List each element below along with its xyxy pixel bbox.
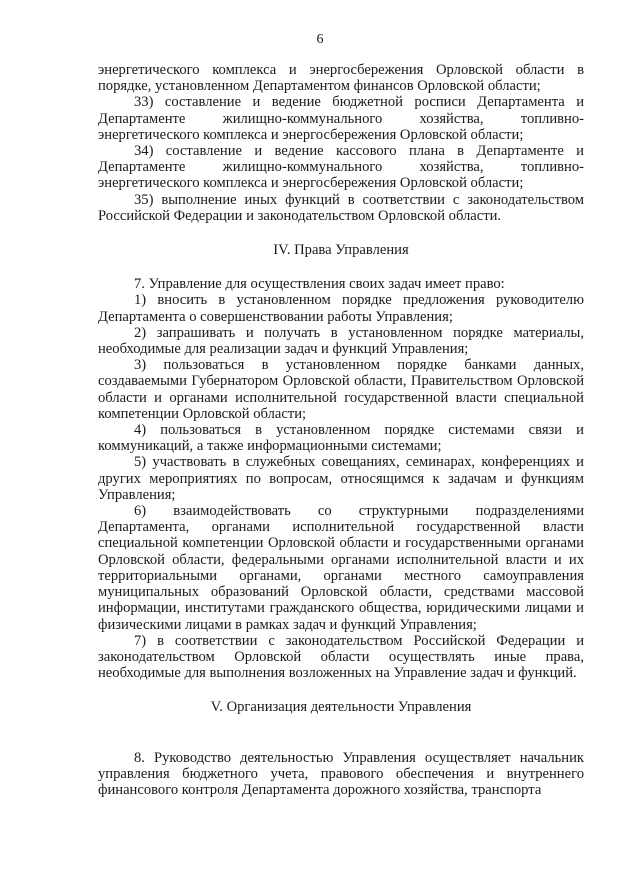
section-heading-v: V. Организация деятельности Управления — [210, 699, 472, 716]
right-item-5: 5) участвовать в служебных совещаниях, семинарах, конференциях и других мероприятиях по вопросам, относящимся к задачам и функциям Управления; — [98, 454, 584, 503]
clause-7: 7. Управление для осуществления своих задач имеет право: — [134, 276, 505, 293]
list-item-33: 33) составление и ведение бюджетной росписи Департамента и Департаменте жилищно-коммунального хозяйства, топливно-энергетического комплекса и энергосбережения Орловской области; — [98, 94, 584, 143]
clause-8: 8. Руководство деятельностью Управления осуществляет начальник управления бюджетного учета, правового обеспечения и внутреннего финансового контроля Департамента дорожного хозяйства, транспорта — [98, 749, 584, 798]
list-item-34: 34) составление и ведение кассового плана в Департаменте и Департаменте жилищно-коммунального хозяйства, топливно-энергетического комплекса и энергосбережения Орловской области; — [98, 143, 584, 192]
right-item-4: 4) пользоваться в установленном порядке системами связи и коммуникаций, а также информационными системами; — [98, 422, 584, 455]
right-item-6: 6) взаимодействовать со структурными подразделениями Департамента, органами исполнительной государственной власти специальной компетенции Орловской области и государственными органами Орловской области, федеральными органами исполнительной власти и их территориальными органами, органами местного самоуправления муниципальных образований Орловской области, средствами массовой информации, институтами гражданского общества, юридическими лицами и физическими лицами в рамках задач и функций Управления; — [98, 503, 584, 633]
page-number: 6 — [316, 32, 324, 47]
right-item-2: 2) запрашивать и получать в установленном порядке материалы, необходимые для реализации задач и функций Управления; — [98, 324, 584, 358]
right-item-7: 7) в соответствии с законодательством Российской Федерации и законодательством Орловской области осуществлять иные права, необходимые для выполнения возложенных на Управление задач и функций. — [98, 632, 584, 682]
right-item-3: 3) пользоваться в установленном порядке банками данных, создаваемыми Губернатором Орловской области, Правительством Орловской области и органами исполнительной государственной власти специальной компетенции Орловской области; — [98, 357, 584, 422]
list-item-35: 35) выполнение иных функций в соответствии с законодательством Российской Федерации и законодательством Орловской области. — [98, 191, 584, 224]
document-body — [98, 62, 584, 798]
spacer — [98, 734, 584, 750]
section-heading-iv: IV. Права Управления — [273, 242, 409, 259]
right-item-1: 1) вносить в установленном порядке предложения руководителю Департамента о совершенствовании работы Управления; — [98, 292, 584, 325]
paragraph: энергетического комплекса и энергосбережения Орловской области в порядке, установленном Департаментом финансов Орловской области; — [98, 62, 584, 95]
